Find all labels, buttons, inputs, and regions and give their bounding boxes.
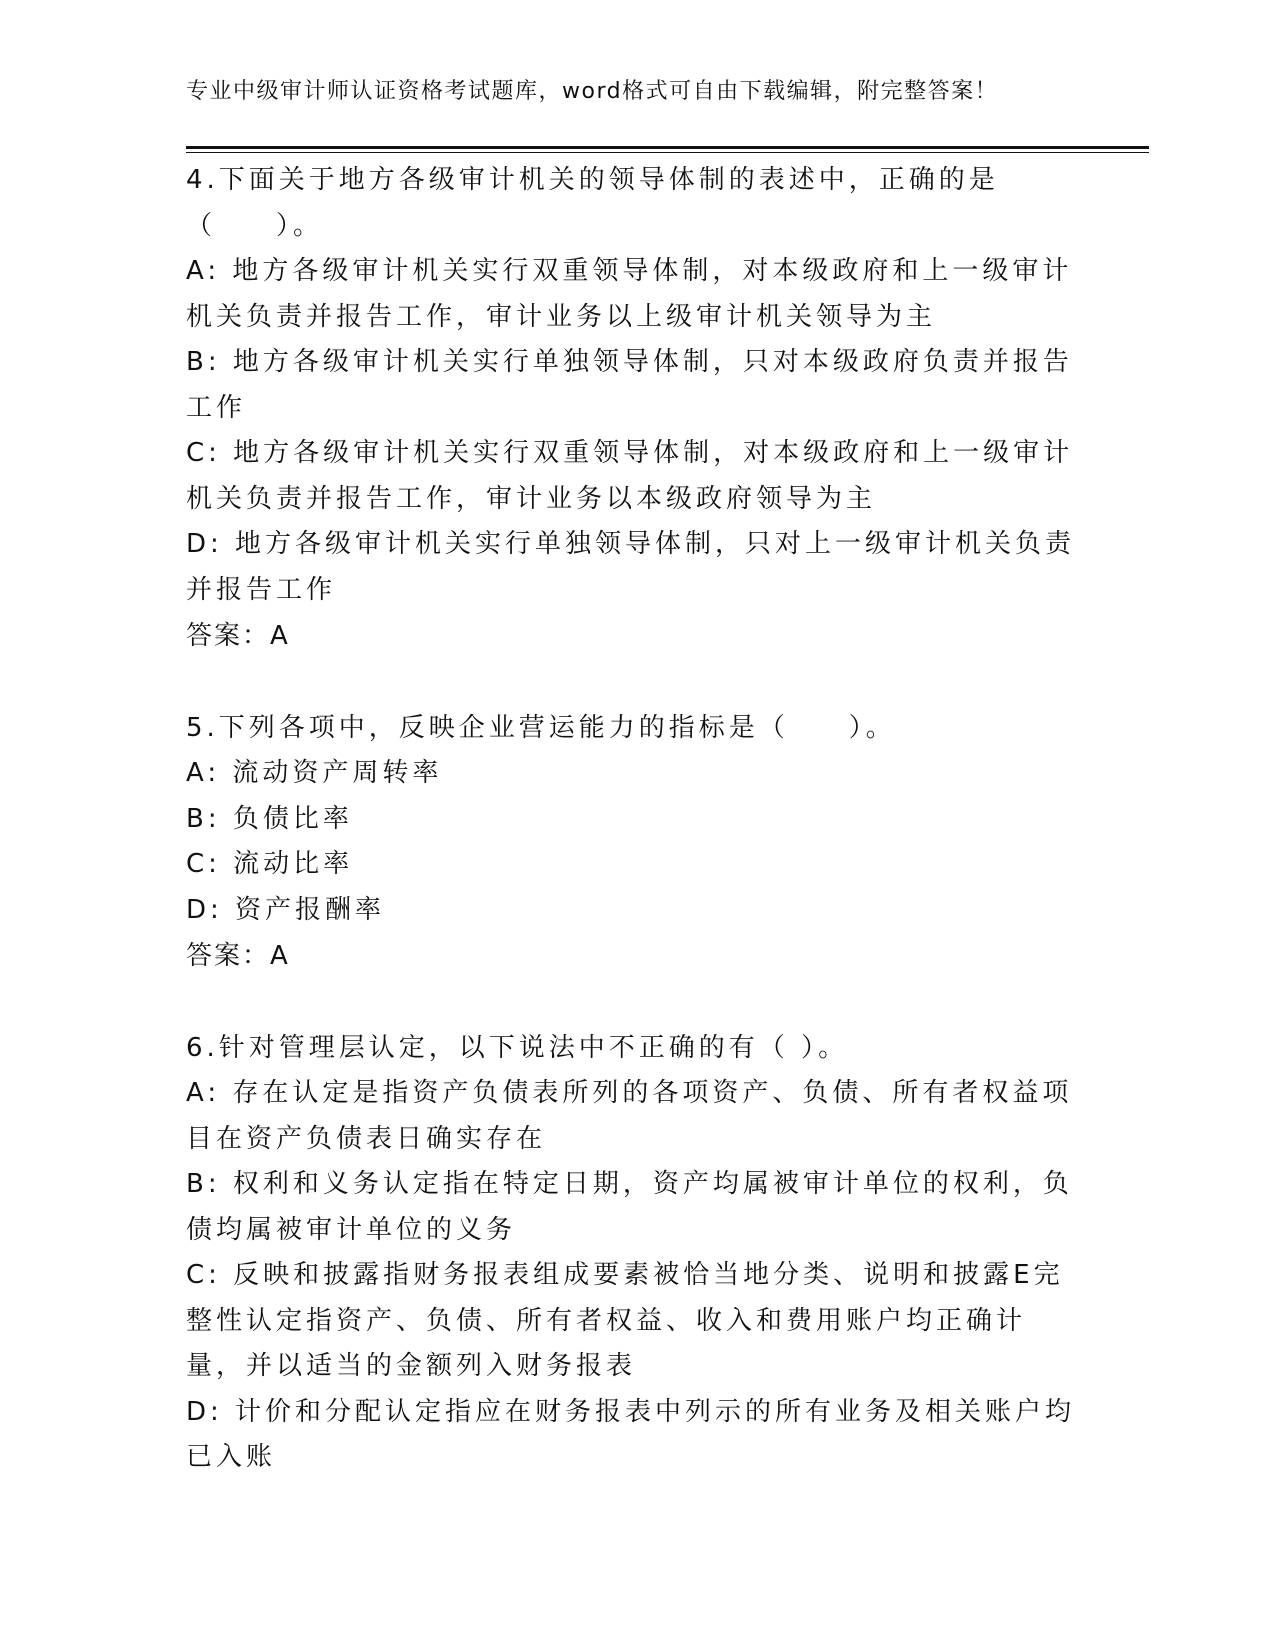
option-d: D: 计价和分配认定指应在财务报表中列示的所有业务及相关账户均已入账 xyxy=(186,1396,1076,1472)
option-b: B: 负债比率 xyxy=(186,803,353,834)
option-c: C: 流动比率 xyxy=(186,849,354,879)
answer-label: 答案： xyxy=(186,620,271,650)
question-list xyxy=(186,158,1076,1481)
header-rule-thin xyxy=(186,152,1149,153)
option-a: A: 地方各级审计机关实行双重领导体制，对本级政府和上一级审计机关负责并报告工作，审计业务以上级审计机关领导为主 xyxy=(186,256,1073,332)
answer-value: A xyxy=(270,941,292,971)
option-b: B: 地方各级审计机关实行单独领导体制，只对本级政府负责并报告工作 xyxy=(186,347,1073,423)
option-c: C: 地方各级审计机关实行双重领导体制，对本级政府和上一级审计机关负责并报告工作，审计业务以本级政府领导为主 xyxy=(186,438,1074,514)
header-rule-thick xyxy=(186,146,1149,149)
question-stem: 6.针对管理层认定，以下说法中不正确的有（ ）。 xyxy=(186,1032,849,1063)
answer-line xyxy=(186,933,1076,980)
answer-line xyxy=(186,613,1076,660)
answer-label: 答案： xyxy=(186,940,271,970)
question-6 xyxy=(186,1026,1076,1481)
option-a: A: 流动资产周转率 xyxy=(186,758,443,788)
option-d: D: 地方各级审计机关实行单独领导体制，只对上一级审计机关负责并报告工作 xyxy=(186,529,1076,605)
question-stem: 5.下列各项中，反映企业营运能力的指标是（ ）。 xyxy=(186,712,896,743)
option-b: B: 权利和义务认定指在特定日期，资产均属被审计单位的权利，负债均属被审计单位的义务 xyxy=(186,1169,1073,1245)
option-a: A: 存在认定是指资产负债表所列的各项资产、负债、所有者权益项目在资产负债表日确实存在 xyxy=(186,1078,1073,1154)
option-d: D: 资产报酬率 xyxy=(186,894,386,925)
option-c: C: 反映和披露指财务报表组成要素被恰当地分类、说明和披露E完整性认定指资产、负债、所有者权益、收入和费用账户均正确计量，并以适当的金额列入财务报表 xyxy=(186,1260,1064,1381)
answer-value: A xyxy=(270,621,292,651)
question-stem: 4.下面关于地方各级审计机关的领导体制的表述中，正确的是（ ）。 xyxy=(186,165,999,241)
page-header: 专业中级审计师认证资格考试题库，word格式可自由下载编辑，附完整答案！ xyxy=(186,79,999,104)
question-5 xyxy=(186,706,1076,980)
question-4 xyxy=(186,158,1076,660)
